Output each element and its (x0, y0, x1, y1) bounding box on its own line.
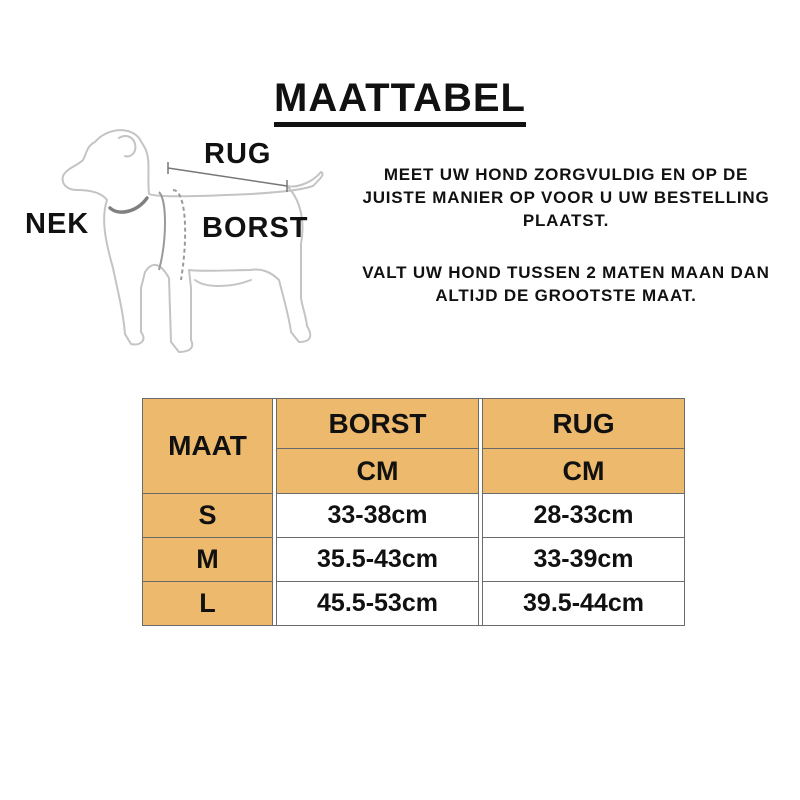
borst-value: 33-38cm (277, 494, 479, 538)
label-nek: NEK (25, 208, 90, 240)
borst-value: 35.5-43cm (277, 538, 479, 582)
instruction-size-between: VALT UW HOND TUSSEN 2 MATEN MAAN DAN ALTIJD DE GROOTSTE MAAT. (362, 263, 770, 305)
size-table (142, 398, 685, 626)
header-borst: BORST (277, 399, 479, 449)
chest-measure-loop (159, 190, 185, 280)
unit-borst: CM (277, 449, 479, 494)
header-rug: RUG (483, 399, 685, 449)
label-rug: RUG (204, 138, 272, 170)
rug-value: 39.5-44cm (483, 582, 685, 626)
table-row (143, 494, 685, 538)
table-row (143, 582, 685, 626)
table-header-row (143, 399, 685, 449)
title-text: MAATTABEL (274, 76, 526, 127)
size-label: M (143, 538, 273, 582)
rug-value: 33-39cm (483, 538, 685, 582)
neck-collar (110, 198, 147, 212)
size-label: S (143, 494, 273, 538)
unit-rug: CM (483, 449, 685, 494)
header-maat: MAAT (143, 399, 273, 494)
page-title (0, 76, 800, 121)
dog-diagram (55, 120, 345, 380)
size-label: L (143, 582, 273, 626)
label-borst: BORST (202, 212, 309, 244)
table-row (143, 538, 685, 582)
instruction-measure: MEET UW HOND ZORGVULDIG EN OP DE JUISTE MANIER OP VOOR U UW BESTELLING PLAATST. (362, 165, 770, 230)
rug-value: 28-33cm (483, 494, 685, 538)
borst-value: 45.5-53cm (277, 582, 479, 626)
